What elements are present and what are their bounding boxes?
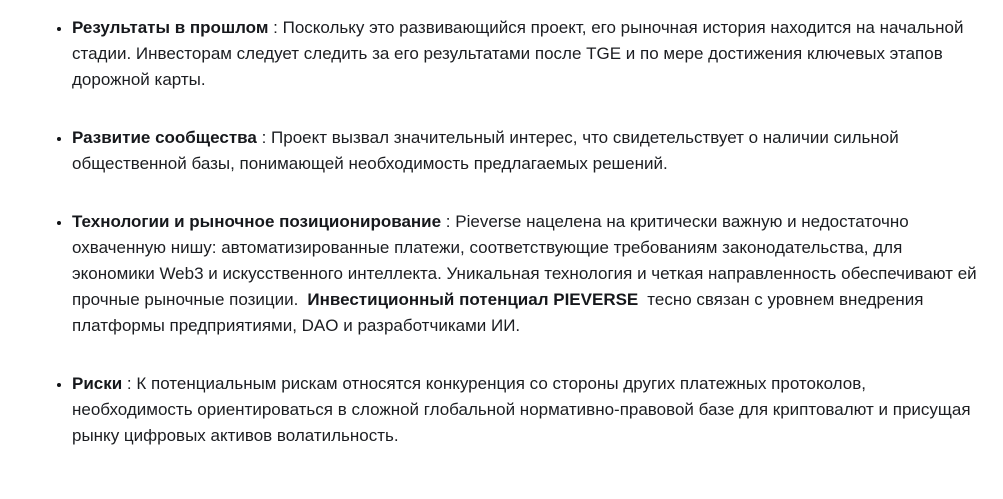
item-text: К потенциальным рискам относятся конкуренция со стороны других платежных протоколов, необходимость ориентироваться в сложной глобальной нормативно-правовой базе для криптовалют и присущая рынку цифровых активов волатильность.	[72, 374, 971, 445]
item-text: Поскольку это развивающийся проект, его рыночная история находится на начальной стадии. Инвесторам следует следить за его результатами после TGE и по мере достижения ключевых этапов дорожной карты.	[72, 18, 964, 89]
list-item-risks	[72, 371, 989, 449]
item-text-after-bold: тесно связан с уровнем внедрения платформы предприятиями, DAO и разработчиками ИИ.	[72, 290, 924, 335]
item-separator: :	[122, 374, 137, 393]
list-item-technology-positioning	[72, 209, 989, 339]
list-item-past-results	[72, 15, 989, 93]
item-bold-phrase: Инвестиционный потенциал PIEVERSE	[307, 290, 639, 309]
item-text-before-bold: Pieverse нацелена на критически важную и недостаточно охваченную нишу: автоматизированные платежи, соответствующие требованиям законодательства, для экономики Web3 и искусственного интеллекта. Уникальная технология и четкая направленность обеспечивают ей прочные рыночные позиции.	[72, 212, 977, 309]
item-separator: :	[268, 18, 283, 37]
item-separator: :	[441, 212, 456, 231]
item-label: Развитие сообщества	[72, 128, 257, 147]
item-text: Проект вызвал значительный интерес, что свидетельствует о наличии сильной общественной базы, понимающей необходимость предлагаемых решений.	[72, 128, 899, 173]
list-item-community-growth	[72, 125, 989, 177]
item-label: Риски	[72, 374, 123, 393]
item-label: Результаты в прошлом	[72, 18, 269, 37]
item-label: Технологии и рыночное позиционирование	[72, 212, 442, 231]
item-separator: :	[256, 128, 272, 147]
